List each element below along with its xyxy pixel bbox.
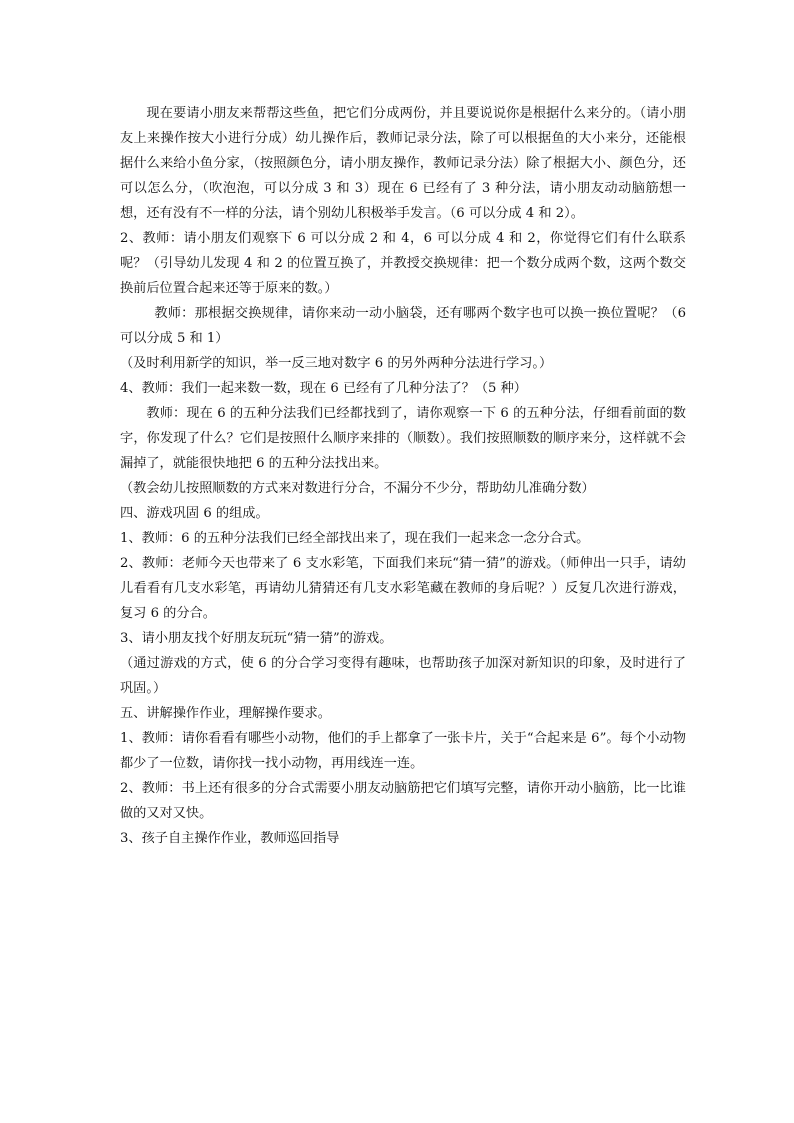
section-heading: 四、游戏巩固 6 的组成。 <box>120 506 269 521</box>
paragraph: 2、教师：老师今天也带来了 6 支水彩笔，下面我们来玩“猜一猜”的游戏。（师伸出一只手，请幼儿看看有几支水彩笔，再请幼儿猜猜还有几支水彩笔藏在教师的身后呢？）反复几次进行游戏，复习 6 的分合。 <box>120 556 686 621</box>
paragraph: （通过游戏的方式，使 6 的分合学习变得有趣味，也帮助孩子加深对新知识的印象，及时进行了巩固。） <box>120 656 686 696</box>
paragraph: 4、教师：我们一起来数一数，现在 6 已经有了几种分法了？（5 种） <box>120 381 527 396</box>
paragraph: 2、教师：请小朋友们观察下 6 可以分成 2 和 4，6 可以分成 4 和 2，你觉得它们有什么联系呢？（引导幼儿发现 4 和 2 的位置互换了，并教授交换规律：把一个数分成两个数，这两个数交换前后位置合起来还等于原来的数。） <box>120 231 686 296</box>
document-body <box>120 101 686 851</box>
paragraph: 3、孩子自主操作作业，教师巡回指导 <box>120 831 340 846</box>
section-heading: 五、讲解操作作业，理解操作要求。 <box>120 706 331 721</box>
paragraph: （及时利用新学的知识，举一反三地对数字 6 的另外两种分法进行学习。） <box>120 356 553 371</box>
paragraph: 现在要请小朋友来帮帮这些鱼，把它们分成两份，并且要说说你是根据什么来分的。（请小朋友上来操作按大小进行分成）幼儿操作后，教师记录分法，除了可以根据鱼的大小来分，还能根据什么来给小鱼分家，（按照颜色分，请小朋友操作，教师记录分法）除了根据大小、颜色分，还可以怎么分，（吹泡泡，可以分成 3 和 3）现在 6 已经有了 3 种分法，请小朋友动动脑筋想一想，还有没有不一样的分法，请个别幼儿积极举手发言。（6 可以分成 4 和 2）。 <box>120 106 686 221</box>
paragraph: 3、请小朋友找个好朋友玩玩“猜一猜”的游戏。 <box>120 631 393 646</box>
paragraph: 教师：那根据交换规律，请你来动一动小脑袋，还有哪两个数字也可以换一换位置呢？（6 可以分成 5 和 1） <box>120 306 686 346</box>
paragraph: 教师：现在 6 的五种分法我们已经都找到了，请你观察一下 6 的五种分法，仔细看前面的数字，你发现了什么？它们是按照什么顺序来排的（顺数）。我们按照顺数的顺序来分，这样就不会漏掉了，就能很快地把 6 的五种分法找出来。 <box>120 406 686 471</box>
paragraph: 2、教师：书上还有很多的分合式需要小朋友动脑筋把它们填写完整，请你开动小脑筋，比一比谁做的又对又快。 <box>120 781 686 821</box>
paragraph: 1、教师：请你看看有哪些小动物，他们的手上都拿了一张卡片，关于“合起来是 6”。每个小动物都少了一位数，请你找一找小动物，再用线连一连。 <box>120 731 686 771</box>
paragraph: （教会幼儿按照顺数的方式来对数进行分合，不漏分不少分，帮助幼儿准确分数） <box>120 481 595 496</box>
paragraph: 1、教师：6 的五种分法我们已经全部找出来了，现在我们一起来念一念分合式。 <box>120 531 590 546</box>
